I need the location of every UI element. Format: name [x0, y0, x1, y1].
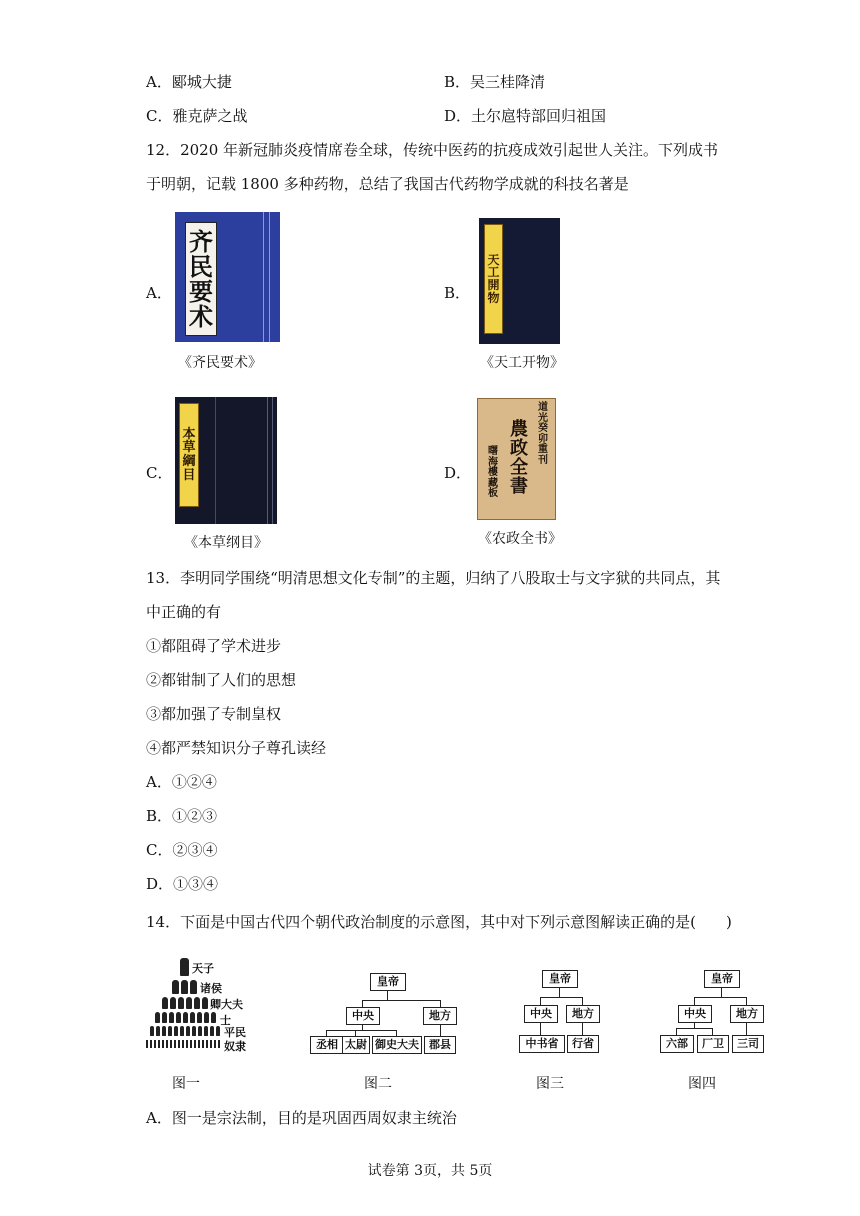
fig4-emperor: 皇帝: [704, 970, 740, 988]
fig2-caption: 图二: [364, 1076, 392, 1092]
fig1-label-pingmin: 平民: [224, 1026, 246, 1039]
q13-stem-line1: 13．李明同学围绕“明清思想文化专制”的主题，归纳了八股取士与文字狱的共同点，其: [146, 569, 721, 587]
fig1-label-tianzi: 天子: [192, 962, 214, 975]
q12-stem-line1: 12．2020 年新冠肺炎疫情席卷全球，传统中医药的抗疫成效引起世人关注。下列成书: [146, 141, 719, 159]
fig3-caption: 图三: [536, 1076, 564, 1092]
q13-option-d: D．①③④: [146, 875, 219, 893]
fig2-local: 地方: [423, 1007, 457, 1025]
q12-option-c-letter: C．: [146, 464, 173, 482]
fig2-censor: 御史大夫: [372, 1036, 422, 1054]
q13-option-b: B．①②③: [146, 807, 218, 825]
fig4-central: 中央: [678, 1005, 712, 1023]
q12-option-a-letter: A．: [146, 284, 172, 302]
fig2-chancellor: 丞相: [310, 1036, 344, 1054]
fig1-label-nuli: 奴隶: [224, 1040, 246, 1053]
q12-option-a-caption: 《齐民要术》: [178, 355, 262, 371]
fig3-central: 中央: [524, 1005, 558, 1023]
q12-stem-line2: 于明朝，记载 1800 多种药物，总结了我国古代药物学成就的科技名著是: [146, 175, 629, 193]
fig3-zhongshu: 中书省: [519, 1035, 565, 1053]
q11-option-d: D．土尔扈特部回归祖国: [444, 107, 607, 125]
tiangong-kaiwu-cover-image: 天 工 開 物: [479, 218, 560, 344]
q13-item-2: ②都钳制了人们的思想: [146, 671, 297, 689]
q13-item-3: ③都加强了专制皇权: [146, 705, 282, 723]
q12-option-b-caption: 《天工开物》: [480, 355, 564, 371]
q12-option-d-letter: D．: [444, 464, 472, 482]
fig2-emperor: 皇帝: [370, 973, 406, 991]
q14-option-a: A．图一是宗法制，目的是巩固西周奴隶主统治: [146, 1109, 457, 1127]
q13-stem-line2: 中正确的有: [146, 603, 222, 621]
fig4-local: 地方: [730, 1005, 764, 1023]
q14-stem: 14．下面是中国古代四个朝代政治制度的示意图，其中对下列示意图解读正确的是( ): [146, 913, 732, 931]
fig1-label-qingdafu: 卿大夫: [210, 998, 243, 1011]
fig4-changwei: 厂卫: [697, 1035, 729, 1053]
nongzheng-quanshu-cover-image: 農 政 全 書 道 光 癸 卯 重 刊 曙 海 樓 藏 板: [477, 398, 556, 520]
page-footer: 试卷第 3页，共 5页: [367, 1163, 493, 1179]
fig3-local: 地方: [566, 1005, 600, 1023]
q11-option-c: C．雅克萨之战: [146, 107, 248, 125]
qimin-yaoshu-cover-image: 齐 民 要 术: [175, 212, 280, 342]
q12-option-b-letter: B．: [444, 284, 471, 302]
q12-option-d-caption: 《农政全书》: [478, 531, 562, 547]
q13-item-1: ①都阻碍了学术进步: [146, 637, 282, 655]
fig4-six-ministries: 六部: [660, 1035, 694, 1053]
fig2-commandery: 郡县: [424, 1036, 456, 1054]
fig4-three-offices: 三司: [732, 1035, 764, 1053]
fig2-taiwei: 太尉: [342, 1036, 370, 1054]
q13-option-c: C．②③④: [146, 841, 218, 859]
q11-option-a: A．郾城大捷: [146, 73, 232, 91]
fig1-label-shi: 士: [220, 1014, 231, 1027]
fig3-emperor: 皇帝: [542, 970, 578, 988]
q13-option-a: A．①②④: [146, 773, 217, 791]
fig2-central: 中央: [346, 1007, 380, 1025]
q13-item-4: ④都严禁知识分子尊孔读经: [146, 739, 327, 757]
q11-option-b: B．吴三桂降清: [444, 73, 546, 91]
fig3-province: 行省: [567, 1035, 599, 1053]
q12-option-c-caption: 《本草纲目》: [184, 535, 268, 551]
bencao-gangmu-cover-image: 本 草 綱 目: [175, 397, 277, 524]
fig1-label-zhuhou: 诸侯: [200, 982, 222, 995]
fig4-caption: 图四: [688, 1076, 716, 1092]
fig1-caption: 图一: [172, 1076, 200, 1092]
